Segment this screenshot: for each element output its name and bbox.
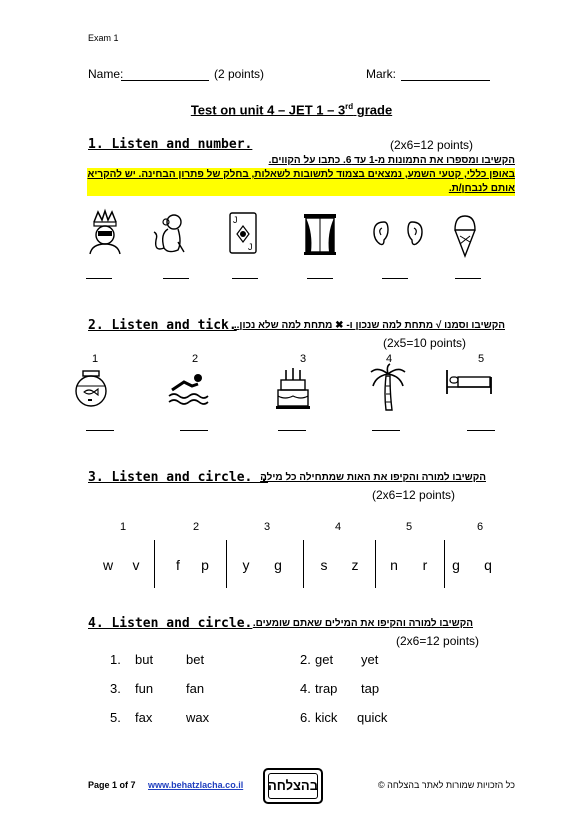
letter-option[interactable]: g xyxy=(452,557,460,573)
rights-notice: כל הזכויות שמורות לאתר בהצלחה © xyxy=(378,780,515,790)
letter-option[interactable]: f xyxy=(176,557,180,573)
column-divider xyxy=(375,540,376,588)
letter-option[interactable]: z xyxy=(351,557,359,573)
page-title: Test on unit 4 – JET 1 – 3rd grade xyxy=(190,102,393,118)
column-divider xyxy=(444,540,445,588)
bed-icon xyxy=(446,369,492,395)
item-number: 3. xyxy=(110,681,121,696)
item-number: 6. xyxy=(300,710,311,725)
word-option[interactable]: bet xyxy=(186,652,205,667)
logo-text: בהצלחה xyxy=(267,778,319,793)
ice-cream-icon xyxy=(452,214,478,258)
tick-line-2[interactable] xyxy=(180,430,208,431)
section-2-heading: 2. Listen and tick. xyxy=(88,318,237,333)
tick-line-3[interactable] xyxy=(278,430,306,431)
column-divider xyxy=(303,540,304,588)
picture-number: 5 xyxy=(477,353,485,365)
jack-card-icon xyxy=(229,212,257,254)
section-3-points: (2x6=12 points) xyxy=(372,488,456,502)
picture-number: 4 xyxy=(385,353,393,365)
name-points: (2 points) xyxy=(214,67,265,81)
site-link[interactable]: www.behatzlacha.co.il xyxy=(148,780,244,790)
letter-option[interactable]: g xyxy=(274,557,282,573)
svg-text:J: J xyxy=(248,242,253,252)
word-option[interactable]: fan xyxy=(186,681,205,696)
window-icon xyxy=(303,213,337,255)
picture-number: 1 xyxy=(91,353,99,365)
word-option[interactable]: trap xyxy=(315,681,338,696)
word-option[interactable]: tap xyxy=(361,681,380,696)
word-option[interactable]: fun xyxy=(135,681,154,696)
letter-option[interactable]: n xyxy=(390,557,398,573)
word-option[interactable]: yet xyxy=(361,652,379,667)
section-1-instruction: הקשיבו ומספרו את התמונות מ-1 עד 6. כתבו על הקווים. xyxy=(268,155,515,166)
answer-line-2[interactable] xyxy=(163,278,189,279)
section-2-instruction: הקשיבו וסמנו √ מתחת למה שנכון ו- ✖ מתחת למה שלא נכון.. xyxy=(233,320,505,331)
picture-number: 2 xyxy=(191,353,199,365)
tick-line-1[interactable] xyxy=(86,430,114,431)
letter-option[interactable]: r xyxy=(422,557,428,573)
svg-text:J: J xyxy=(233,215,238,225)
letter-option[interactable]: y xyxy=(242,557,250,573)
section-3-heading: 3. Listen and circle. . xyxy=(88,470,269,485)
section-2-points: (2x5=10 points) xyxy=(383,336,467,350)
answer-line-1[interactable] xyxy=(86,278,112,279)
word-option[interactable]: get xyxy=(315,652,334,667)
section-4-points: (2x6=12 points) xyxy=(396,634,480,648)
name-field-line[interactable] xyxy=(121,80,209,81)
birthday-cake-icon xyxy=(276,366,310,410)
letter-option[interactable]: p xyxy=(201,557,209,573)
section-1-heading: 1. Listen and number. xyxy=(88,137,253,152)
answer-line-3[interactable] xyxy=(232,278,258,279)
picture-number: 3 xyxy=(299,353,307,365)
mark-field-line[interactable] xyxy=(401,80,490,81)
monkey-icon xyxy=(150,212,188,256)
word-option[interactable]: fax xyxy=(135,710,153,725)
section-1-note: באופן כללי, קטעי השמע, נמצאים בצמוד לתשובות לשאלות, בחלק של פתרון הבחינה. יש להקריא אותם לנבחן/ת. xyxy=(87,169,515,194)
fishbowl-icon xyxy=(74,370,108,408)
section-4-heading: 4. Listen and circle. xyxy=(88,616,253,631)
answer-line-5[interactable] xyxy=(382,278,408,279)
section-1-points: (2x6=12 points) xyxy=(390,138,474,152)
item-number: 4. xyxy=(300,681,311,696)
tick-line-5[interactable] xyxy=(467,430,495,431)
answer-line-6[interactable] xyxy=(455,278,481,279)
column-number: 5 xyxy=(405,521,413,533)
name-label: Name: xyxy=(88,67,124,81)
exam-label: Exam 1 xyxy=(88,33,119,43)
column-divider xyxy=(154,540,155,588)
letter-option[interactable]: q xyxy=(484,557,492,573)
answer-line-4[interactable] xyxy=(307,278,333,279)
word-option[interactable]: wax xyxy=(186,710,210,725)
tick-line-4[interactable] xyxy=(372,430,400,431)
ears-icon xyxy=(372,220,424,248)
column-number: 1 xyxy=(119,521,127,533)
word-option[interactable]: quick xyxy=(357,710,388,725)
section-4-instruction: הקשיבו למורה והקיפו את המילים שאתם שומעים. xyxy=(252,618,473,629)
letter-option[interactable]: s xyxy=(320,557,328,573)
word-option[interactable]: kick xyxy=(315,710,338,725)
column-number: 2 xyxy=(192,521,200,533)
column-number: 6 xyxy=(476,521,484,533)
item-number: 5. xyxy=(110,710,121,725)
section-3-instruction: הקשיבו למורה והקיפו את האות שמתחילה כל מילה xyxy=(260,472,486,483)
swimmer-icon xyxy=(168,372,208,404)
king-icon xyxy=(88,210,122,256)
page-number: Page 1 of 7 xyxy=(88,780,136,790)
item-number: 1. xyxy=(110,652,121,667)
palm-tree-icon xyxy=(370,364,406,412)
logo-badge xyxy=(263,768,323,804)
letter-option[interactable]: w xyxy=(102,557,114,573)
mark-label: Mark: xyxy=(366,67,396,81)
item-number: 2. xyxy=(300,652,311,667)
word-option[interactable]: but xyxy=(135,652,154,667)
column-number: 3 xyxy=(263,521,271,533)
letter-option[interactable]: v xyxy=(132,557,140,573)
column-number: 4 xyxy=(334,521,342,533)
column-divider xyxy=(226,540,227,588)
